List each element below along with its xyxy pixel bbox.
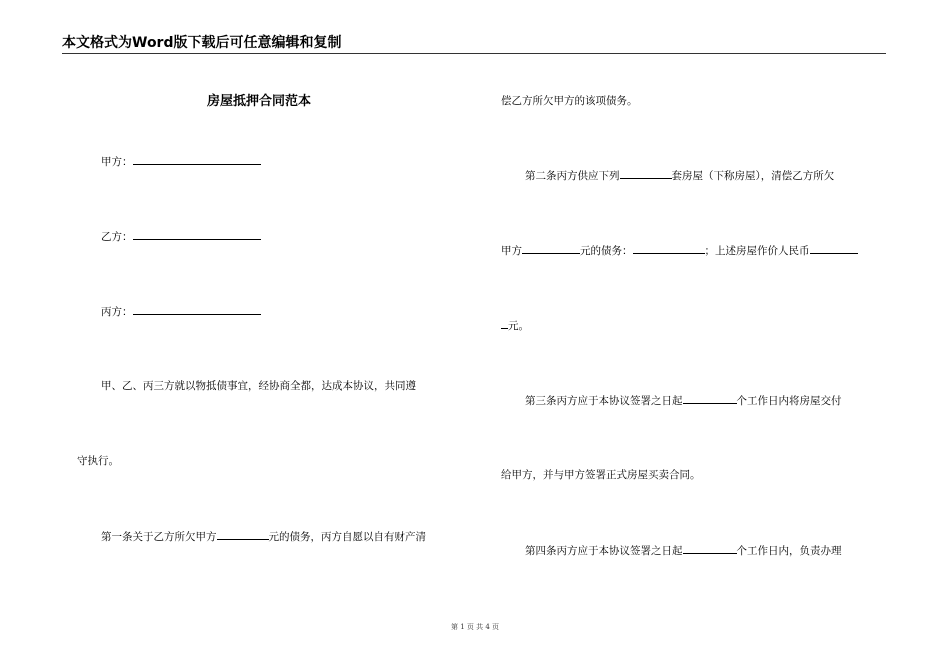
- article-4-blank: [683, 543, 737, 554]
- article-2-blank-2: [522, 243, 580, 254]
- article-1-text-b: 元的债务，丙方自愿以自有财产清: [268, 531, 426, 543]
- article-2-blank-5: [501, 318, 508, 329]
- article-1-line-2: 偿乙方所欠甲方的该项债务。: [501, 95, 638, 107]
- article-2-line-2: [501, 243, 858, 258]
- article-4-text-b: 个工作日内，负责办理: [736, 545, 842, 557]
- article-3-line-1: [525, 393, 842, 408]
- party-a-label: 甲方：: [101, 156, 133, 168]
- article-3-text-b: 个工作日内将房屋交付: [736, 395, 842, 407]
- party-b-blank: [133, 229, 261, 240]
- article-2-text-e: ；上述房屋作价人民币: [704, 245, 810, 257]
- article-2-text-d: 元的债务：: [580, 245, 633, 257]
- article-2-line-1: [525, 168, 834, 183]
- article-2-blank-4: [810, 243, 858, 254]
- article-2-blank-3: [633, 243, 705, 254]
- article-4-text-a: 第四条丙方应于本协议签署之日起: [525, 545, 683, 557]
- party-b-line: [101, 229, 261, 244]
- article-2-text-f: 元。: [508, 320, 529, 332]
- party-c-line: [101, 304, 261, 319]
- article-3-text-a: 第三条丙方应于本协议签署之日起: [525, 395, 683, 407]
- article-2-blank-1: [620, 168, 672, 179]
- page-footer: 第 1 页 共 4 页: [450, 623, 500, 631]
- article-2-text-a: 第二条丙方供应下列: [525, 170, 620, 182]
- article-2-text-b: 套房屋（下称房屋），清偿乙方所欠: [671, 170, 835, 182]
- party-c-label: 丙方：: [101, 306, 133, 318]
- party-c-blank: [133, 304, 261, 315]
- article-3-line-2: 给甲方，并与甲方签署正式房屋买卖合同。: [501, 469, 701, 481]
- document-title: 房屋抵押合同范本: [207, 94, 312, 109]
- party-a-blank: [133, 154, 261, 165]
- party-b-label: 乙方：: [101, 231, 133, 243]
- intro-line-1: 甲、乙、丙三方就以物抵债事宜，经协商全都，达成本协议，共同遵: [101, 380, 416, 392]
- article-1-line-1: [101, 529, 426, 544]
- header-rule: [62, 53, 886, 54]
- article-1-text-a: 第一条关于乙方所欠甲方: [101, 531, 217, 543]
- article-4-line-1: [525, 543, 842, 558]
- article-3-blank: [683, 393, 737, 404]
- intro-line-2: 守执行。: [77, 455, 119, 467]
- party-a-line: [101, 154, 261, 169]
- article-2-text-c: 甲方: [501, 245, 522, 257]
- page-header: 本文格式为Word版下载后可任意编辑和复制: [62, 35, 342, 51]
- article-1-blank: [217, 529, 269, 540]
- article-2-line-3: [501, 318, 529, 333]
